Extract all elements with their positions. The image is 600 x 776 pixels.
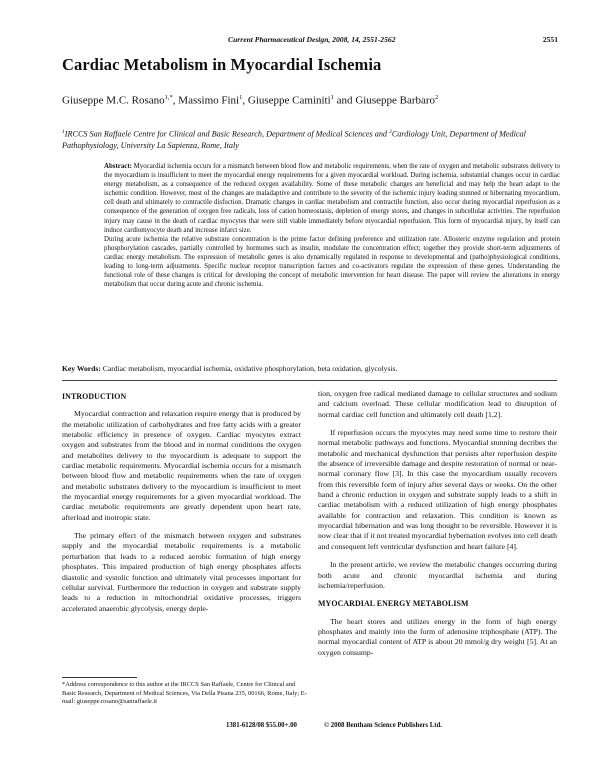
keywords: [62, 364, 557, 374]
author-name: Giuseppe Barbaro: [355, 94, 436, 107]
author-name: Giuseppe Caminiti: [247, 94, 331, 107]
author-name: Giuseppe M.C. Rosano: [62, 94, 165, 107]
section-heading: INTRODUCTION: [62, 392, 127, 401]
body-paragraph: tion, oxygen free radical mediated damage to cellular structures and sodium and calcium overload. These cellular modification lead to disruption of normal cardiac cell function and ultimately cell death [1,2].: [318, 389, 557, 419]
keywords-divider: [62, 380, 557, 381]
body-paragraph: In the present article, we review the metabolic changes occurring during both acute and chronic myocardial ischemia and during ischemia/reperfusion.: [318, 560, 557, 590]
author-separator: ,: [172, 94, 179, 107]
affil-text: Cardiology Unit, Department of Medical Pathophysiology, University La Sapienza, Rome, Italy: [62, 129, 526, 151]
author-name: Massimo Fini: [178, 94, 240, 107]
keywords-label: Key Words:: [62, 364, 101, 373]
right-column: [318, 389, 557, 666]
author-affil-mark: 1,*: [164, 94, 173, 101]
copyright: © 2008 Bentham Science Publishers Ltd.: [324, 722, 442, 729]
left-column: [62, 389, 301, 622]
affil-mark: 2: [389, 129, 392, 135]
author-affil-mark: 2: [435, 94, 439, 101]
affiliations: [62, 127, 552, 152]
author-separator: ,: [242, 94, 248, 107]
affil-text: IRCCS San Raffaele Centre for Clinical and Basic Research, Department of Medical Sciences and: [64, 129, 390, 139]
author-list: [62, 94, 438, 107]
keywords-text: Cardiac metabolism, myocardial ischemia, oxidative phosphorylation, beta oxidation, glycolysis.: [100, 364, 398, 373]
body-paragraph: The primary effect of the mismatch between oxygen and substrates supply and the myocardial metabolic requirements is a metabolic perturbation that leads to a reduced aerobic formation of high energy phosphates. This impaired production of high energy phosphates affects diastolic and systolic function and ultimately vital processes important for cellular survival. Furthermore the reduction in oxygen and substrate supply leads to a reduction in mitochondrial oxidative processes, triggers accelerated anaerobic glycolysis, energy deple-: [62, 531, 301, 613]
abstract-paragraph: [104, 162, 560, 235]
issn-price: 1381-6128/08 $55.00+.00: [226, 722, 297, 729]
author-affil-mark: 1: [330, 94, 334, 101]
abstract-text: Myocardial ischemia occurs for a mismatch between blood flow and metabolic requirements, when the rate of oxygen and metabolic substrates delivery to the myocardium is insufficient to meet the myocardial energy requirements for a given myocardial workload. During ischemia, substantial changes occur in cardiac energy metabolism, as a consequence of the reduced oxygen availability. Some of these metabolic changes are beneficial and may help the heart adapt to the ischemic condition. However, most of the changes are maladaptive and contribute to the severity of the ischemic injury leading stunned or hibernating myocardium, cell death and ultimately to contractile disfuction. Dramatic changes in cardiac metabolism and contractile function, also occur during myocardial reperfusion as a consequence of the generation of oxygen free radicals, loss of cation homeostasis, depletion of energy stores, and changes in subcellular activities. The reperfusion injury may cause in the death of cardiac myocytes that were still viable immediately before myocardial reperfusion. This form of myocardial injury, by itself can induce cardiomyocyte death and increase infarct size.: [104, 163, 560, 234]
abstract-paragraph: During acute ischemia the relative substrate concentration is the prime factor defining preference and utilization rate. Allosteric enzyme regulation and protein phosphorylation cascades, partially controlled by hormones such as insulin, modulate the concentration effect; together they provide short-term adjustments of cardiac energy metabolism. The expression of metabolic genes is also dynamically regulated in response to developmental and (patho)physiological conditions, leading to long-term adjustments. Specific nuclear receptor transcription factors and co-activators regulate the expression of these genes. Understanding the functional role of these changes is critical for developing the concept of metabolic intervention for heart disease. The paper will review the alterations in energy metabolism that occur during acute and chronic ischemia.: [104, 235, 560, 289]
section-heading: MYOCARDIAL ENERGY METABOLISM: [318, 599, 469, 609]
correspondence-footnote: *Address correspondence to this author at the IRCCS San Raffaele, Centre for Clinical and Basic Research, Department of Medical Sciences, Via Della Pisana 235, 00166, Rome, Italy; E-mail: giuseppe.rosano@sanraffaele.it: [62, 681, 307, 706]
affil-mark: 1: [62, 129, 65, 135]
body-paragraph: If reperfusion occurs the myocytes may need some time to restore their normal metabolic pathways and functions. Myocardial stunning decribes the metabolic and mechanical dysfunction that persists after reperfusion despite the absence of irreversible damage and despite restoration of normal or near-normal coronary flow [3]. In this case the myocardium usually recovers from this reversible form of injury after several days or weeks. On the other hand a chronic reduction in oxygen and substrate supply leads to a shift in cardiac metabolism with a reduced utilization of high energy phosphates available for contraction and relaxation. This condition is known as myocardial hibernation and was long thought to be reversible. However it is now clear that if it not treated myocardial hybernation evolves into cell death and consequent left ventricular dysfunction and heart failure [4].: [318, 428, 557, 551]
footnote-divider: [62, 677, 137, 678]
body-paragraph: Myocardial contraction and relaxation require energy that is produced by the metabolic utilization of carbohydrates and free fatty acids with a greater metabolic efficiency in presence of oxygen. Cardiac myocytes extract oxygen and substrates from the blood and in normal conditions the oxygen and metabolites delivery to the myocardium is adequate to support the cardiac metabolic requirements. Myocardial ischemia occurs for a mismatch between blood flow and metabolic requirements when the rate of oxygen and metabolic substrates delivery to the myocardium is insufficient to meet the myocardial energy requirements for a given myocardial workload. The cardiac metabolic requirements are greatly dependent upon heart rate, afterload and inotropic state.: [62, 409, 301, 522]
page-number: 2551: [542, 35, 558, 44]
article-title: Cardiac Metabolism in Myocardial Ischemia: [62, 55, 382, 74]
abstract: [104, 162, 560, 289]
author-affil-mark: 1: [239, 94, 243, 101]
abstract-label: Abstract:: [104, 163, 132, 170]
author-separator: and: [333, 94, 356, 107]
body-paragraph: The heart stores and utilizes energy in the form of high energy phosphates and mainly into the form of adenosine triphosphate (ATP). The normal myocardial content of ATP is about 20 mmol/g dry weight [5]. At an oxygen consump-: [318, 616, 557, 657]
running-head: Current Pharmaceutical Design, 2008, 14, 2551-2562: [228, 35, 396, 44]
